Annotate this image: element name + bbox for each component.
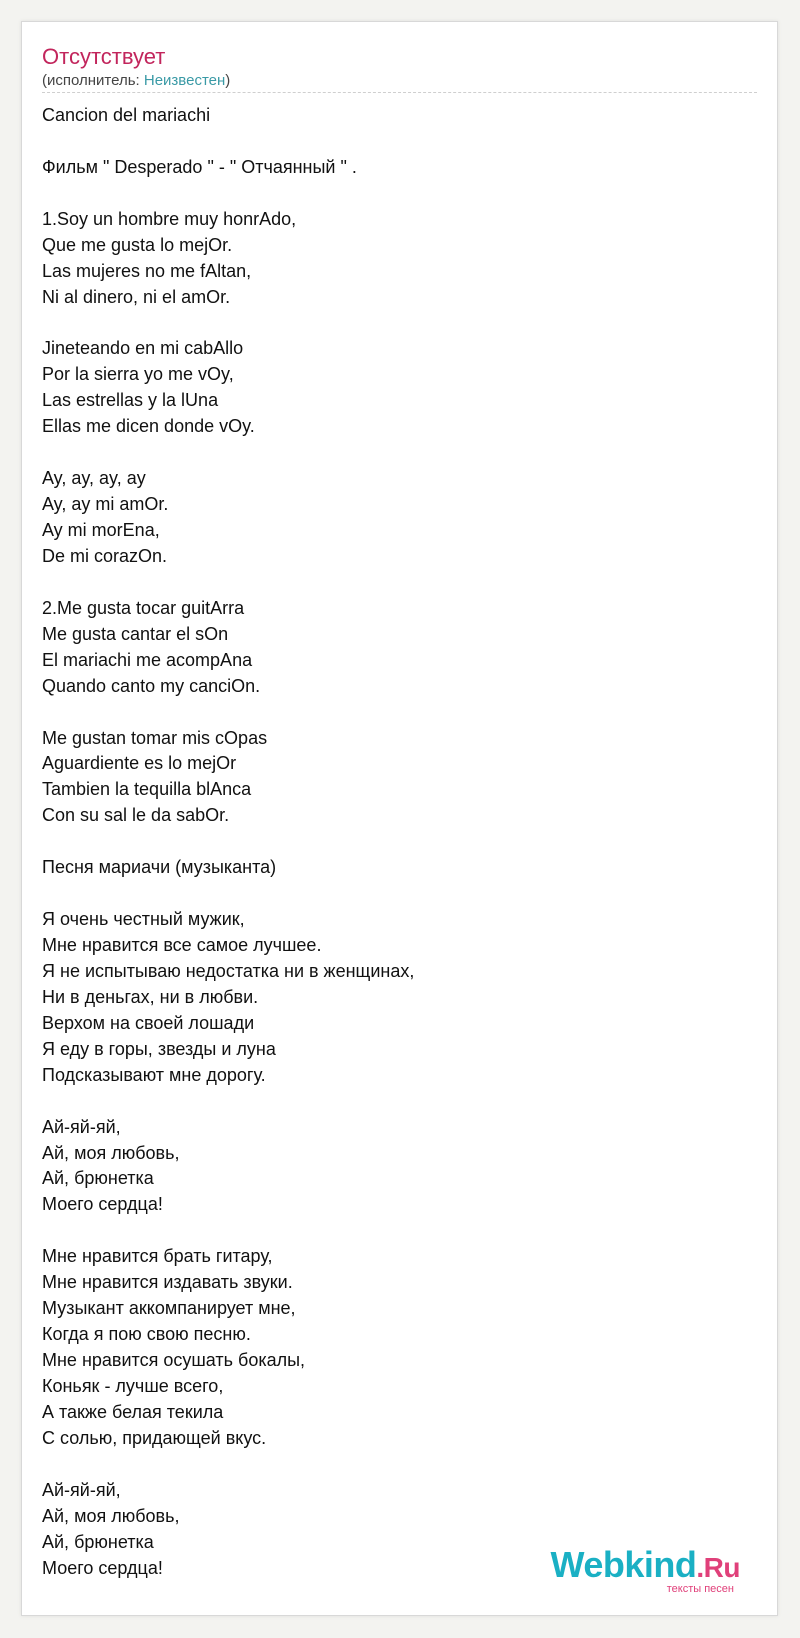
lyrics-line: Я очень честный мужик, (42, 909, 245, 930)
lyrics-blank-line (42, 570, 757, 596)
lyrics-line: Las estrellas y la lUna (42, 390, 219, 411)
lyrics-line: Ай, брюнетка (42, 1168, 154, 1189)
lyrics-line: 1.Soy un hombre muy honrAdo, (42, 208, 297, 229)
artist-line (42, 72, 230, 90)
artist-suffix: ) (225, 72, 231, 89)
lyrics-line: Tambien la tequilla blAnca (42, 779, 252, 800)
lyrics-line: Подсказывают мне дорогу. (42, 1064, 266, 1085)
lyrics-blank-line (42, 881, 757, 907)
lyrics-line: Я еду в горы, звезды и луна (42, 1038, 276, 1059)
lyrics-line: С солью, придающей вкус. (42, 1427, 267, 1448)
lyrics-line: Quando canto my canciOn. (42, 675, 261, 696)
title-divider (42, 92, 757, 93)
lyrics-line: Моего сердца! (42, 1557, 163, 1578)
lyrics-line: Con su sal le da sabOr. (42, 805, 230, 826)
lyrics-line: Me gustan tomar mis cOpas (42, 727, 268, 748)
lyrics-line: Por la sierra yo me vOy, (42, 364, 234, 385)
artist-prefix: (исполнитель: (42, 72, 144, 89)
lyrics-line: De mi corazOn. (42, 545, 168, 566)
lyrics-blank-line (42, 829, 757, 855)
lyrics-line: Верхом на своей лошади (42, 1012, 255, 1033)
lyrics-blank-line (42, 440, 757, 466)
lyrics-line: Ай-яй-яй, (42, 1116, 121, 1137)
lyrics-line: Aguardiente es lo mejOr (42, 753, 237, 774)
logo-brand: Webkind (550, 1544, 697, 1585)
lyrics-line: Me gusta cantar el sOn (42, 623, 229, 644)
lyrics-line: Ай, моя любовь, (42, 1142, 180, 1163)
lyrics-line: Фильм " Desperado " - " Отчаянный " . (42, 156, 357, 177)
lyrics-line: Мне нравится все самое лучшее. (42, 935, 322, 955)
lyrics-blank-line (42, 1218, 757, 1244)
lyrics-line: Ay, ay, ay, ay (42, 468, 146, 489)
lyrics-line: Cancion del mariachi (42, 105, 211, 125)
lyrics-line: Ни в деньгах, ни в любви. (42, 986, 259, 1007)
lyrics-line: Когда я пою свою песню. (42, 1324, 251, 1345)
song-title: Отсутствует (42, 44, 166, 69)
lyrics-line: А также белая текила (42, 1401, 224, 1422)
lyrics-line: Ай-яй-яй, (42, 1479, 121, 1500)
lyrics-line: Ni al dinero, ni el amOr. (42, 286, 231, 307)
lyrics-line: Que me gusta lo mejOr. (42, 234, 233, 255)
artist-link[interactable]: Неизвестен (143, 72, 226, 89)
lyrics-line: Я не испытываю недостатка ни в женщинах, (42, 960, 415, 981)
lyrics-line: Мне нравится брать гитару, (42, 1246, 273, 1267)
lyrics-line: Мне нравится осушать бокалы, (42, 1350, 306, 1370)
lyrics-line: Ellas me dicen donde vOy. (42, 416, 255, 437)
lyrics-blank-line (42, 129, 757, 155)
lyrics-blank-line (42, 1089, 757, 1115)
logo-tld: .Ru (696, 1552, 740, 1583)
lyrics-line: Ай, моя любовь, (42, 1505, 180, 1526)
lyrics-line: Las mujeres no me fAltan, (42, 260, 252, 281)
lyrics-blank-line (42, 700, 757, 726)
lyrics-line: El mariachi me acompAna (42, 649, 253, 670)
logo-wordmark (551, 1545, 740, 1588)
lyrics-blank-line (42, 181, 757, 207)
lyrics-line: Песня мариачи (музыканта) (42, 857, 277, 878)
lyrics-card (21, 21, 778, 1616)
lyrics-line: Моего сердца! (42, 1194, 163, 1215)
lyrics-line: Jineteando en mi cabAllo (42, 338, 244, 359)
lyrics-line: Ay mi morEna, (42, 520, 160, 540)
lyrics-line: Ay, ay mi amOr. (42, 494, 169, 515)
logo-tagline: тексты песен (666, 1583, 734, 1595)
lyrics-line: 2.Me gusta tocar guitArra (42, 597, 245, 618)
lyrics-line: Коньяк - лучше всего, (42, 1375, 224, 1396)
lyrics-line: Музыкант аккомпанирует мне, (42, 1298, 296, 1319)
lyrics-line: Ай, брюнетка (42, 1531, 154, 1552)
lyrics-text (42, 103, 757, 1581)
lyrics-line: Мне нравится издавать звуки. (42, 1272, 293, 1293)
lyrics-blank-line (42, 311, 757, 337)
site-logo[interactable] (550, 1545, 740, 1593)
lyrics-blank-line (42, 1452, 757, 1478)
